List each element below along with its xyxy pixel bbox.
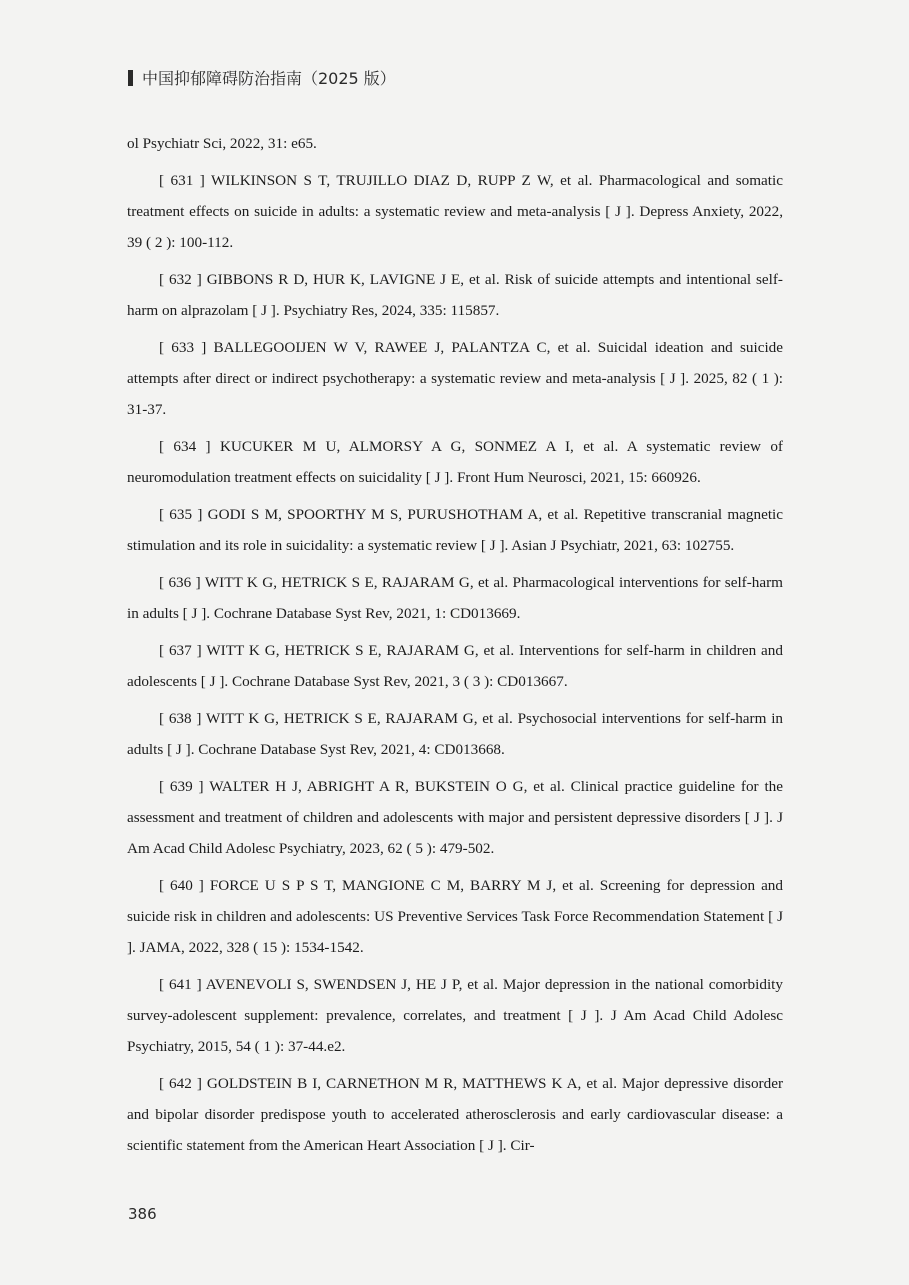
reference-number: [ 635 ] — [159, 506, 203, 523]
reference-number: [ 639 ] — [159, 778, 204, 795]
reference-number: [ 640 ] — [159, 877, 204, 894]
header-bar-marker — [128, 70, 133, 86]
reference-text: WITT K G, HETRICK S E, RAJARAM G, et al. Interventions for self-harm in children and adolescents [ J ]. Cochrane Database Syst Rev, 2021, 3 ( 3 ): CD013667. — [127, 642, 783, 690]
reference-item — [127, 332, 783, 425]
reference-item — [127, 1068, 783, 1161]
reference-text: GOLDSTEIN B I, CARNETHON M R, MATTHEWS K A, et al. Major depressive disorder and bipolar disorder predispose youth to accelerated atherosclerosis and early cardiovascular disease: a scientific statement from the American Heart Association [ J ]. Cir- — [127, 1075, 784, 1154]
reference-item — [127, 567, 783, 629]
running-header — [128, 66, 396, 89]
reference-number: [ 642 ] — [159, 1075, 202, 1092]
reference-number: [ 631 ] — [159, 172, 205, 189]
reference-item — [127, 165, 783, 258]
reference-number: [ 636 ] — [159, 574, 201, 591]
reference-number: [ 637 ] — [159, 642, 202, 659]
reference-text: WILKINSON S T, TRUJILLO DIAZ D, RUPP Z W, et al. Pharmacological and somatic treatment effects on suicide in adults: a systematic review and meta-analysis [ J ]. Depress Anxiety, 2022, 39 ( 2 ): 100-112. — [127, 172, 783, 251]
reference-item — [127, 264, 783, 326]
reference-text: WALTER H J, ABRIGHT A R, BUKSTEIN O G, et al. Clinical practice guideline for the assessment and treatment of children and adolescents with major and persistent depressive disorders [ J ]. J Am Acad Child Adolesc Psychiatry, 2023, 62 ( 5 ): 479-502. — [127, 778, 784, 857]
reference-number: [ 634 ] — [159, 438, 211, 455]
reference-text: GODI S M, SPOORTHY M S, PURUSHOTHAM A, et al. Repetitive transcranial magnetic stimulation and its role in suicidality: a systematic review [ J ]. Asian J Psychiatr, 2021, 63: 102755. — [127, 506, 784, 554]
reference-number: [ 638 ] — [159, 710, 202, 727]
reference-item — [127, 870, 783, 963]
reference-number: [ 632 ] — [159, 271, 202, 288]
reference-text: FORCE U S P S T, MANGIONE C M, BARRY M J, et al. Screening for depression and suicide risk in children and adolescents: US Preventive Services Task Force Recommendation Statement [ J ]. JAMA, 2022, 328 ( 15 ): 1534-1542. — [127, 877, 783, 956]
reference-text: WITT K G, HETRICK S E, RAJARAM G, et al. Pharmacological interventions for self-harm in adults [ J ]. Cochrane Database Syst Rev, 2021, 1: CD013669. — [127, 574, 783, 622]
reference-text: GIBBONS R D, HUR K, LAVIGNE J E, et al. Risk of suicide attempts and intentional self-harm on alprazolam [ J ]. Psychiatry Res, 2024, 335: 115857. — [127, 271, 783, 319]
reference-item — [127, 703, 783, 765]
reference-item — [127, 431, 783, 493]
header-title: 中国抑郁障碍防治指南（2025 版） — [142, 69, 396, 88]
reference-continuation: ol Psychiatr Sci, 2022, 31: e65. — [127, 135, 317, 152]
page-number: 386 — [128, 1205, 157, 1223]
reference-text: AVENEVOLI S, SWENDSEN J, HE J P, et al. Major depression in the national comorbidity survey-adolescent supplement: prevalence, correlates, and treatment [ J ]. J Am Acad Child Adolesc Psychiatry, 2015, 54 ( 1 ): 37-44.e2. — [127, 976, 783, 1055]
reference-item — [127, 969, 783, 1062]
reference-item — [127, 771, 783, 864]
reference-item — [127, 499, 783, 561]
reference-number: [ 633 ] — [159, 339, 207, 356]
reference-text: BALLEGOOIJEN W V, RAWEE J, PALANTZA C, et al. Suicidal ideation and suicide attempts after direct or indirect psychotherapy: a systematic review and meta-analysis [ J ]. 2025, 82 ( 1 ): 31-37. — [127, 339, 783, 418]
reference-list — [127, 128, 783, 1167]
reference-text: WITT K G, HETRICK S E, RAJARAM G, et al. Psychosocial interventions for self-harm in adults [ J ]. Cochrane Database Syst Rev, 2021, 4: CD013668. — [127, 710, 784, 758]
reference-number: [ 641 ] — [159, 976, 202, 993]
reference-item — [127, 635, 783, 697]
reference-text: KUCUKER M U, ALMORSY A G, SONMEZ A I, et al. A systematic review of neuromodulation treatment effects on suicidality [ J ]. Front Hum Neurosci, 2021, 15: 660926. — [127, 438, 783, 486]
